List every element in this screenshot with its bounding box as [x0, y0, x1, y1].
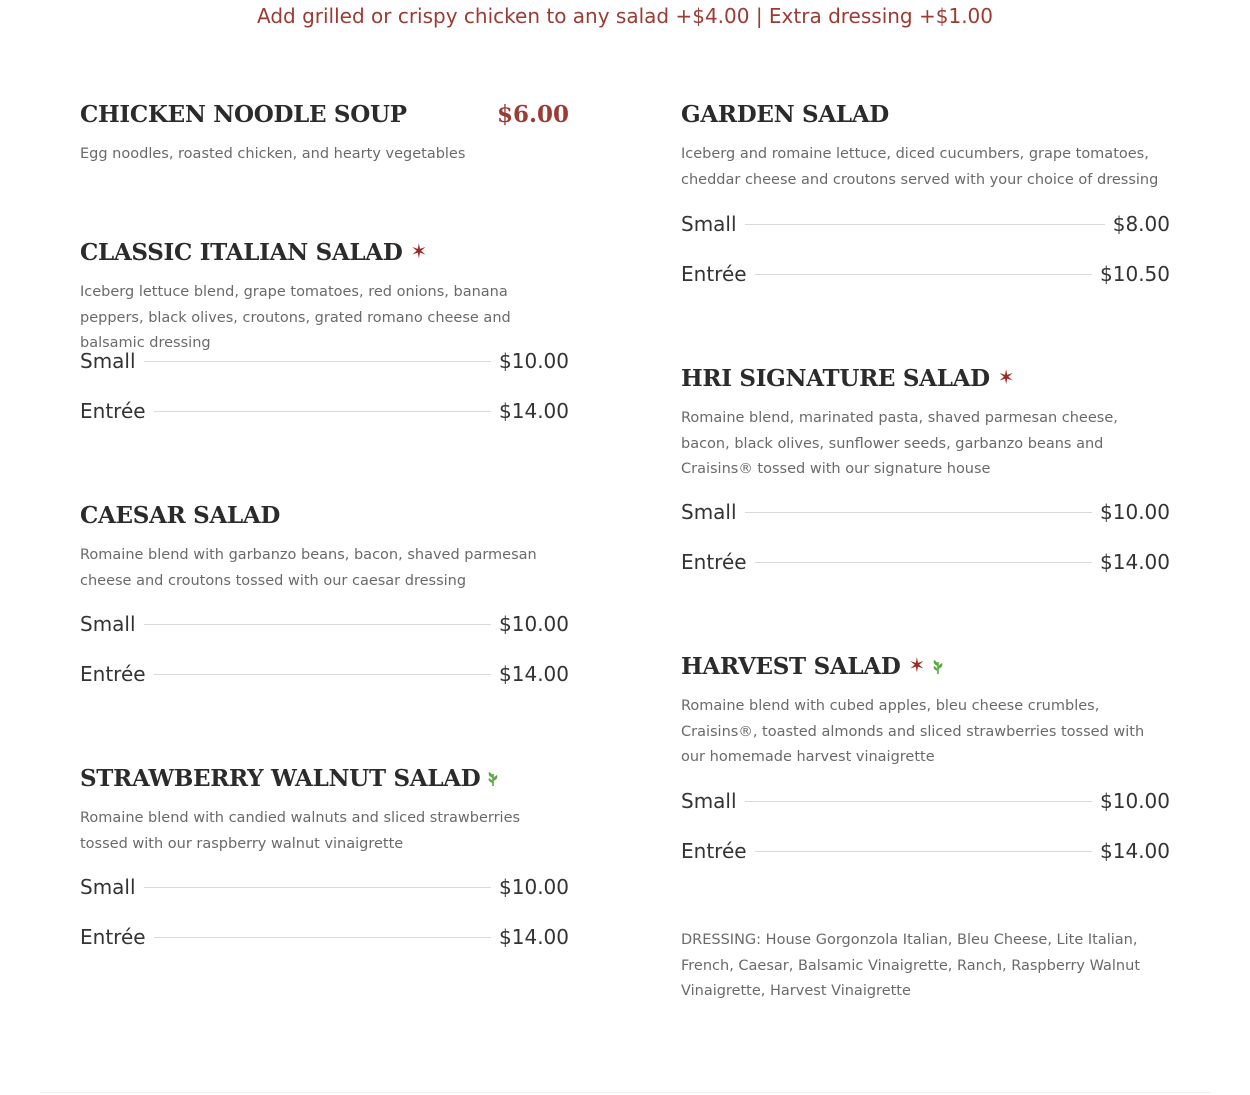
dotted-leader: [144, 887, 491, 888]
menu-item-harvest-salad: [681, 650, 1170, 771]
item-description: Romaine blend with candied walnuts and sliced strawberries tossed with our raspberry walnut vinaigrette: [80, 810, 521, 852]
dotted-leader: [154, 937, 491, 938]
item-description: Romaine blend with garbanzo beans, bacon, shaved parmesan cheese and croutons tossed with our caesar dressing: [80, 547, 537, 589]
dotted-leader: [144, 624, 491, 625]
size-price: $14.00: [1100, 839, 1170, 863]
footer-divider: [40, 1092, 1210, 1093]
star-icon: ✶: [997, 367, 1015, 389]
item-description: Romaine blend, marinated pasta, shaved parmesan cheese, bacon, black olives, sunflower seeds, garbanzo beans and Craisins® tossed with our signature house: [681, 410, 1118, 477]
size-price: $10.00: [499, 875, 569, 899]
dotted-leader: [755, 562, 1092, 563]
item-description: Iceberg and romaine lettuce, diced cucumbers, grape tomatoes, cheddar cheese and croutons served with your choice of dressing: [681, 146, 1159, 188]
size-price: $10.00: [1100, 500, 1170, 524]
dotted-leader: [144, 361, 491, 362]
item-description: Romaine blend with cubed apples, bleu cheese crumbles, Craisins®, toasted almonds and sliced strawberries tossed with our homemade harvest vinaigrette: [681, 698, 1145, 765]
menu-item-strawberry-walnut-salad: [80, 762, 569, 857]
price-row-small: [80, 349, 569, 373]
price-row-small: [681, 500, 1170, 524]
price-row-entree: [681, 262, 1170, 286]
dressing-options-note: DRESSING: House Gorgonzola Italian, Bleu Cheese, Lite Italian, French, Caesar, Balsamic Vinaigrette, Ranch, Raspberry Walnut Vinaigrette, Harvest Vinaigrette: [681, 932, 1141, 999]
size-price: $14.00: [1100, 550, 1170, 574]
dotted-leader: [745, 224, 1105, 225]
size-price: $14.00: [499, 925, 569, 949]
size-label: Entrée: [80, 925, 146, 949]
size-label: Small: [80, 875, 136, 899]
star-icon: ✶: [410, 241, 428, 263]
item-title: CLASSIC ITALIAN SALAD: [80, 238, 403, 266]
size-price: $14.00: [499, 399, 569, 423]
leaf-icon: [931, 657, 945, 675]
size-label: Small: [80, 612, 136, 636]
add-ons-banner: Add grilled or crispy chicken to any salad +$4.00 | Extra dressing +$1.00: [257, 4, 993, 28]
dotted-leader: [745, 801, 1092, 802]
size-price: $10.50: [1100, 262, 1170, 286]
size-price: $10.00: [499, 349, 569, 373]
item-description: Iceberg lettuce blend, grape tomatoes, red onions, banana peppers, black olives, croutons, grated romano cheese and balsamic dressing: [80, 284, 511, 351]
menu-item-chicken-noodle-soup: [80, 98, 569, 168]
size-label: Small: [681, 212, 737, 236]
item-title: HRI SIGNATURE SALAD: [681, 364, 990, 392]
price-row-small: [681, 789, 1170, 813]
size-price: $14.00: [499, 662, 569, 686]
dotted-leader: [154, 411, 491, 412]
item-title: HARVEST SALAD: [681, 652, 901, 680]
dotted-leader: [745, 512, 1092, 513]
size-label: Entrée: [681, 839, 747, 863]
price-row-small: [681, 212, 1170, 236]
size-label: Entrée: [681, 550, 747, 574]
star-icon: ✶: [908, 655, 926, 677]
price-row-entree: [80, 925, 569, 949]
dotted-leader: [755, 274, 1092, 275]
size-price: $10.00: [499, 612, 569, 636]
menu-item-garden-salad: [681, 98, 1170, 193]
item-title: CAESAR SALAD: [80, 501, 281, 529]
size-label: Small: [681, 789, 737, 813]
price-row-small: [80, 875, 569, 899]
price-row-entree: [681, 839, 1170, 863]
menu-item-hri-signature-salad: [681, 362, 1170, 483]
dotted-leader: [755, 851, 1092, 852]
price-row-small: [80, 612, 569, 636]
menu-item-classic-italian-salad: [80, 236, 569, 357]
price-row-entree: [681, 550, 1170, 574]
size-price: $8.00: [1112, 212, 1170, 236]
size-label: Entrée: [681, 262, 747, 286]
size-label: Small: [80, 349, 136, 373]
menu-item-caesar-salad: [80, 499, 569, 594]
leaf-icon: [486, 769, 500, 787]
size-label: Entrée: [80, 399, 146, 423]
item-title: STRAWBERRY WALNUT SALAD: [80, 764, 481, 792]
dotted-leader: [154, 674, 491, 675]
size-label: Small: [681, 500, 737, 524]
price-row-entree: [80, 662, 569, 686]
size-price: $10.00: [1100, 789, 1170, 813]
item-price: $6.00: [496, 100, 569, 128]
size-label: Entrée: [80, 662, 146, 686]
item-title: CHICKEN NOODLE SOUP: [80, 100, 407, 128]
item-title: GARDEN SALAD: [681, 100, 889, 128]
item-description: Egg noodles, roasted chicken, and hearty vegetables: [80, 146, 466, 162]
price-row-entree: [80, 399, 569, 423]
